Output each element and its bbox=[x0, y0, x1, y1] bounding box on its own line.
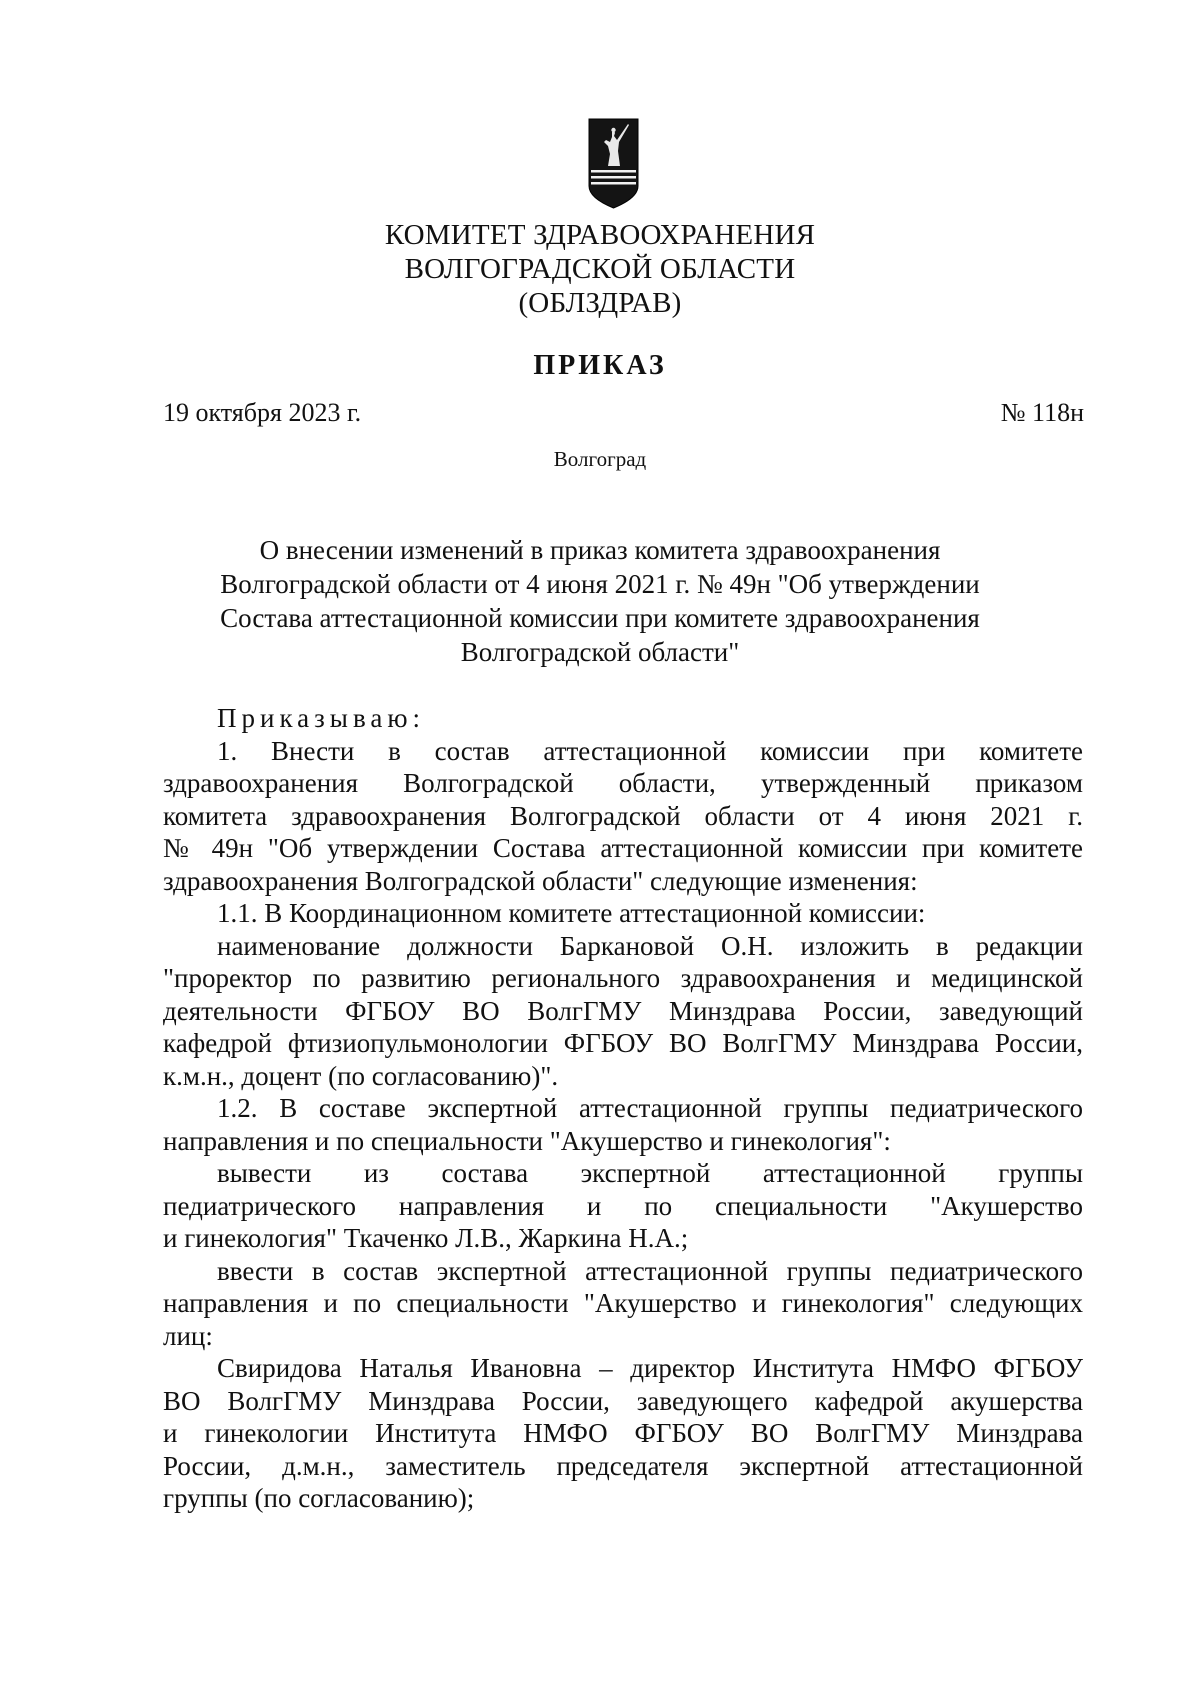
document-city: Волгоград bbox=[553, 447, 647, 471]
body-line: ввести в состав экспертной аттестационной группы педиатрического bbox=[217, 1255, 1083, 1286]
body-line: педиатрического направления и по специальности "Акушерство bbox=[163, 1190, 1083, 1221]
body-line: кафедрой фтизиопульмонологии ФГБОУ ВО ВолгГМУ Минздрава России, bbox=[163, 1028, 1083, 1058]
emblem-icon bbox=[588, 118, 639, 210]
body-line: вывести из состава экспертной аттестационной группы bbox=[217, 1158, 1083, 1188]
body-line: лиц: bbox=[163, 1320, 213, 1351]
body-line: Свиридова Наталья Ивановна – директор Института НМФО ФГБОУ bbox=[217, 1353, 1083, 1383]
title-line: Состава аттестационной комиссии при комитете здравоохранения bbox=[220, 603, 980, 633]
body-line: здравоохранения Волгоградской области, утвержденный приказом bbox=[163, 768, 1083, 798]
body-line: направления и по специальности "Акушерство и гинекология" следующих bbox=[163, 1288, 1083, 1318]
body-line: комитета здравоохранения Волгоградской области от 4 июня 2021 г. bbox=[163, 800, 1083, 831]
order-word: Приказываю: bbox=[217, 703, 425, 733]
body-line: 1. Внести в состав аттестационной комиссии при комитете bbox=[217, 735, 1083, 766]
document-type-heading: ПРИКАЗ bbox=[533, 350, 667, 381]
coat-of-arms-emblem bbox=[588, 118, 639, 210]
body-line: № 49н "Об утверждении Состава аттестационной комиссии при комитете bbox=[163, 833, 1083, 863]
document-title bbox=[220, 533, 980, 669]
body-line: группы (по согласованию); bbox=[163, 1483, 475, 1513]
body-line: и гинекологии Института НМФО ФГБОУ ВО ВолгГМУ Минздрава bbox=[163, 1418, 1083, 1448]
org-name-line2: ВОЛГОГРАДСКОЙ ОБЛАСТИ bbox=[404, 253, 796, 285]
body-line: 1.2. В составе экспертной аттестационной группы педиатрического bbox=[217, 1093, 1083, 1123]
body-line: 1.1. В Координационном комитете аттестационной комиссии: bbox=[217, 898, 926, 928]
body-line: деятельности ФГБОУ ВО ВолгГМУ Минздрава России, заведующий bbox=[163, 995, 1083, 1026]
body-line: и гинекология" Ткаченко Л.В., Жаркина Н.А.; bbox=[163, 1223, 689, 1253]
document-number: № 118н bbox=[1000, 398, 1084, 427]
org-name-line3: (ОБЛЗДРАВ) bbox=[518, 287, 682, 319]
document-date: 19 октября 2023 г. bbox=[163, 398, 362, 427]
body-line: к.м.н., доцент (по согласованию)". bbox=[163, 1060, 559, 1091]
body-line: "проректор по развитию регионального здравоохранения и медицинской bbox=[163, 963, 1083, 993]
body-line: направления и по специальности "Акушерство и гинекология": bbox=[163, 1125, 891, 1156]
body-line: ВО ВолгГМУ Минздрава России, заведующего кафедрой акушерства bbox=[163, 1385, 1083, 1416]
org-name-line1: КОМИТЕТ ЗДРАВООХРАНЕНИЯ bbox=[384, 219, 816, 251]
document-body bbox=[163, 702, 1083, 1515]
title-line: Волгоградской области" bbox=[460, 637, 740, 667]
body-line: России, д.м.н., заместитель председателя экспертной аттестационной bbox=[163, 1450, 1083, 1481]
body-line: наименование должности Баркановой О.Н. изложить в редакции bbox=[217, 930, 1083, 961]
title-line: Волгоградской области от 4 июня 2021 г. № 49н "Об утверждении bbox=[220, 569, 980, 599]
body-line: здравоохранения Волгоградской области" следующие изменения: bbox=[163, 865, 918, 896]
title-line: О внесении изменений в приказ комитета здравоохранения bbox=[259, 535, 941, 565]
